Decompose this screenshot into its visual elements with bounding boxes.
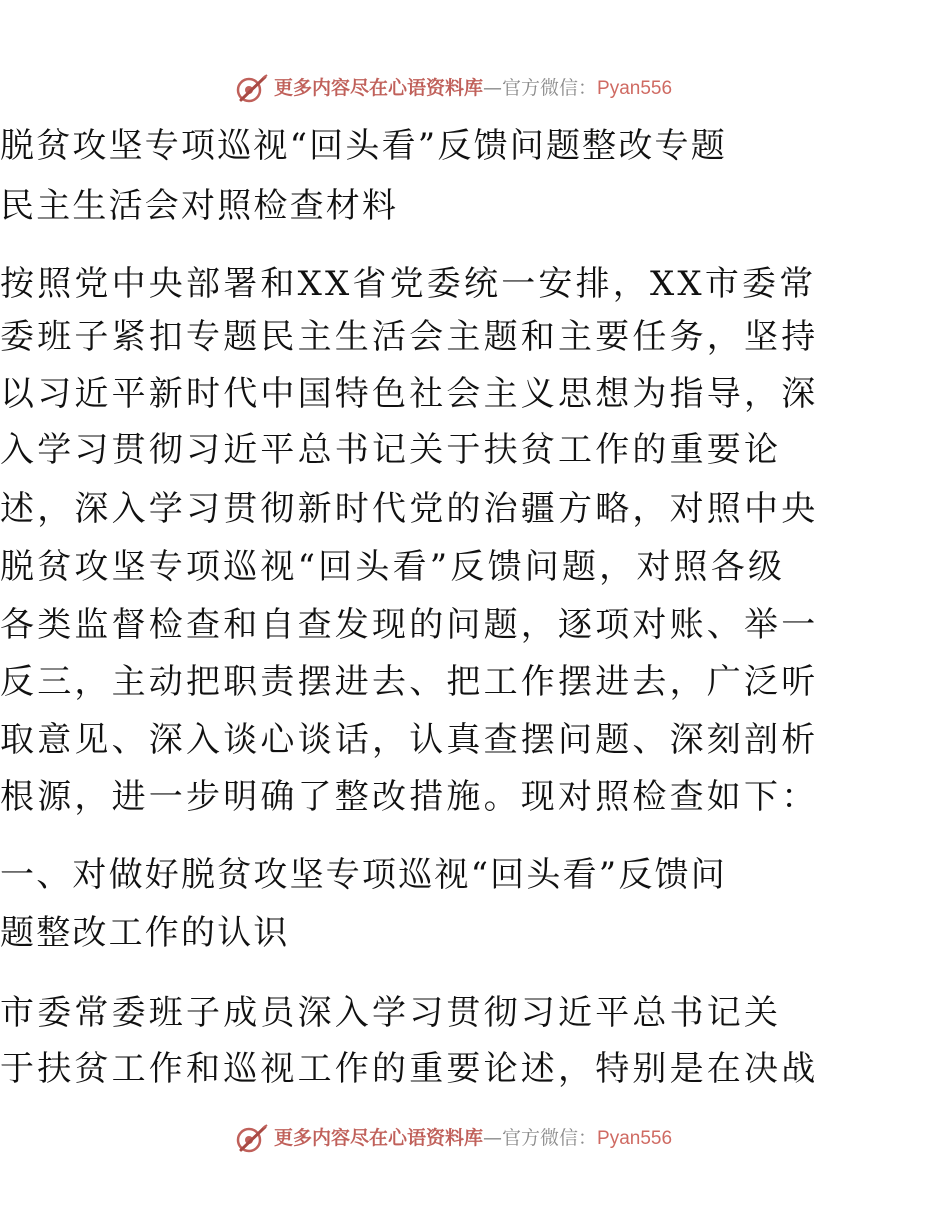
document-title-line-2: 民主生活会对照检查材料 (0, 186, 399, 226)
paragraph1-line-5: 述，深入学习贯彻新时代党的治疆方略，对照中央 (0, 489, 819, 529)
paragraph1-line-9: 取意见、深入谈心谈话，认真查摆问题、深刻剖析 (0, 720, 819, 760)
paragraph1-line-6: 脱贫攻坚专项巡视“回头看”反馈问题，对照各级 (0, 547, 786, 587)
watermark-header (0, 70, 950, 110)
watermark-label: 官方微信： (502, 1127, 598, 1149)
document-title-line-1: 脱贫攻坚专项巡视“回头看”反馈问题整改专题 (0, 126, 727, 166)
watermark-dash: — (483, 1127, 503, 1149)
pen-logo-icon (235, 1124, 269, 1154)
watermark-footer (0, 1120, 950, 1160)
watermark-dash: — (483, 77, 503, 99)
paragraph1-line-7: 各类监督检查和自查发现的问题，逐项对账、举一 (0, 605, 819, 645)
paragraph1-line-1: 按照党中央部署和XX省党委统一安排，XX市委常 (0, 264, 817, 304)
paragraph1-line-4: 入学习贯彻习近平总书记关于扶贫工作的重要论 (0, 430, 782, 470)
paragraph1-line-8: 反三，主动把职责摆进去、把工作摆进去，广泛听 (0, 662, 819, 702)
pen-logo-icon (235, 74, 269, 104)
watermark-wechat-id: Pyan556 (597, 78, 673, 99)
section1-heading-line-2: 题整改工作的认识 (0, 913, 290, 953)
paragraph2-line-1: 市委常委班子成员深入学习贯彻习近平总书记关 (0, 993, 782, 1033)
watermark-wechat-id: Pyan556 (597, 1128, 673, 1149)
paragraph1-line-3: 以习近平新时代中国特色社会主义思想为指导，深 (0, 374, 819, 414)
paragraph1-line-2: 委班子紧扣专题民主生活会主题和主要任务，坚持 (0, 317, 819, 357)
watermark-label: 官方微信： (502, 77, 598, 99)
paragraph1-line-10: 根源，进一步明确了整改措施。现对照检查如下： (0, 777, 819, 817)
watermark-main-text: 更多内容尽在心语资料库 (274, 1127, 484, 1149)
section1-heading-line-1: 一、对做好脱贫攻坚专项巡视“回头看”反馈问 (0, 855, 727, 895)
paragraph2-line-2: 于扶贫工作和巡视工作的重要论述，特别是在决战 (0, 1049, 819, 1089)
watermark-main-text: 更多内容尽在心语资料库 (274, 77, 484, 99)
